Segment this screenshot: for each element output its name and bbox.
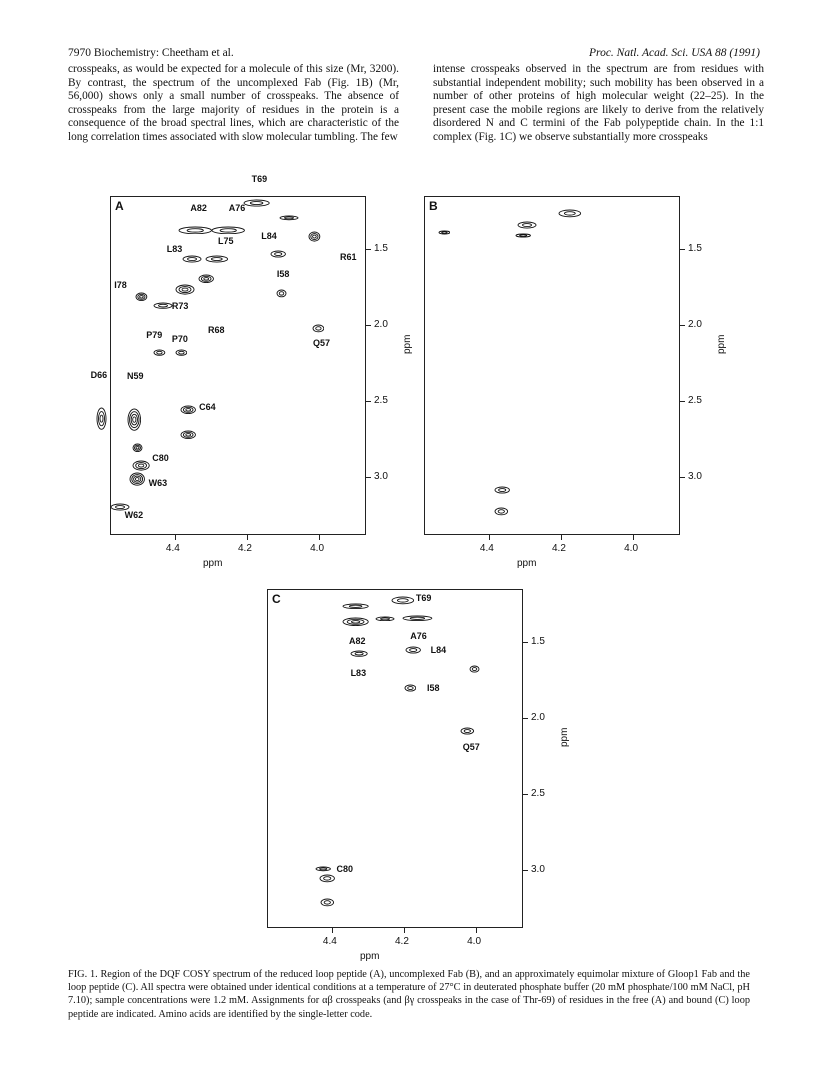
crosspeak-c-a82 — [342, 617, 369, 627]
residue-label-a-l84: L84 — [261, 231, 277, 242]
x-tick-label-b: 4.4 — [479, 543, 494, 554]
crosspeak-a-unassigned-1 — [279, 215, 299, 221]
residue-label-a-c64: C64 — [199, 402, 216, 413]
residue-label-a-a76: A76 — [228, 203, 246, 213]
crosspeak-b-unassigned-5 — [494, 507, 509, 516]
crosspeak-a-l84 — [270, 250, 286, 258]
crosspeak-c-unassigned-0 — [342, 603, 369, 610]
residue-label-a-q57: Q57 — [312, 337, 330, 348]
y-tick-c — [523, 718, 528, 719]
crosspeak-b-unassigned-2 — [438, 230, 451, 235]
x-tick-label-a: 4.0 — [310, 543, 325, 554]
residue-label-c-l84: L84 — [430, 645, 447, 656]
crosspeak-a-t69 — [243, 199, 270, 207]
y-tick-c — [523, 642, 528, 643]
residue-label-c-l83: L83 — [350, 668, 367, 679]
residue-label-a-l83: L83 — [166, 243, 183, 254]
residue-label-a-n59: N59 — [127, 371, 144, 382]
y-tick-label-c: 2.0 — [531, 712, 545, 724]
crosspeak-a-c64 — [180, 405, 196, 415]
x-axis-label-c: ppm — [359, 951, 380, 962]
residue-label-a-r61: R61 — [340, 252, 357, 262]
y-tick-b — [680, 325, 685, 326]
y-tick-b — [680, 401, 685, 402]
residue-label-a-a82: A82 — [190, 203, 207, 213]
running-header-right: Proc. Natl. Acad. Sci. USA 88 (1991) — [589, 47, 760, 59]
x-tick-c — [404, 928, 405, 933]
crosspeak-a-unassigned-10 — [175, 284, 195, 295]
crosspeak-c-l83 — [350, 650, 368, 657]
crosspeak-c-unassigned-12 — [320, 898, 335, 907]
x-tick-label-b: 4.2 — [552, 543, 566, 554]
x-tick-label-a: 4.2 — [238, 543, 252, 554]
crosspeak-a-w63 — [129, 472, 145, 486]
residue-label-a-p70: P70 — [171, 334, 188, 345]
x-axis-label-a: ppm — [202, 558, 223, 569]
x-tick-label-c: 4.2 — [395, 936, 409, 947]
spectrum-panel-b — [424, 196, 680, 535]
running-header-left: 7970 Biochemistry: Cheetham et al. — [68, 47, 234, 59]
y-tick-a — [366, 249, 371, 250]
residue-label-a-i58: I58 — [276, 268, 290, 279]
crosspeak-c-unassigned-7 — [469, 665, 480, 673]
y-axis-label-c: ppm — [559, 727, 570, 748]
residue-label-a-p79: P79 — [146, 330, 163, 341]
y-tick-label-b: 2.5 — [688, 395, 702, 407]
crosspeak-a-p79 — [153, 349, 166, 356]
y-tick-label-a: 2.5 — [374, 395, 388, 407]
residue-label-a-w63: W63 — [148, 478, 168, 489]
crosspeak-a-c80 — [132, 460, 150, 471]
crosspeak-a-a76 — [211, 226, 245, 235]
y-tick-b — [680, 249, 685, 250]
residue-label-a-d66: D66 — [90, 369, 108, 380]
crosspeak-a-l75 — [205, 255, 229, 263]
x-tick-a — [319, 535, 320, 540]
y-tick-b — [680, 477, 685, 478]
x-tick-label-c: 4.0 — [467, 936, 482, 947]
crosspeak-a-unassigned-4 — [308, 231, 321, 242]
x-tick-label-c: 4.4 — [322, 936, 337, 947]
residue-label-c-t69: T69 — [415, 593, 432, 604]
residue-label-a-l75: L75 — [217, 235, 234, 246]
y-tick-a — [366, 401, 371, 402]
y-tick-label-a: 1.5 — [374, 243, 388, 255]
residue-label-c-a76: A76 — [410, 631, 427, 642]
residue-label-a-t69: T69 — [251, 173, 268, 184]
crosspeak-c-unassigned-11 — [319, 874, 335, 883]
y-tick-label-a: 2.0 — [374, 319, 388, 331]
body-text-left-column: crosspeaks, as would be expected for a molecule of this size (Mr, 3200). By contrast, the spectrum of the uncomplexed Fab (Fig. 1B) (Mr, 56,000) shows only a small number of crosspeaks. The absence of crosspeaks from the large majority of residues in the protein is a consequence of the broad spectral lines, which are characteristic of the long correlation times associated with slow molecular tumbling. The few — [68, 63, 399, 143]
x-tick-b — [633, 535, 634, 540]
x-tick-b — [561, 535, 562, 540]
crosspeak-a-i78 — [135, 292, 148, 302]
y-tick-label-b: 1.5 — [688, 243, 702, 255]
crosspeak-a-unassigned-18 — [132, 443, 143, 453]
crosspeak-a-r73 — [153, 302, 173, 309]
crosspeak-a-l83 — [182, 255, 202, 263]
y-tick-label-a: 3.0 — [374, 471, 388, 483]
residue-label-c-a82: A82 — [348, 636, 366, 647]
residue-label-c-q57: Q57 — [462, 741, 480, 752]
x-tick-b — [489, 535, 490, 540]
crosspeak-a-a82 — [178, 226, 212, 235]
crosspeak-c-unassigned-3 — [375, 616, 395, 622]
x-tick-a — [247, 535, 248, 540]
crosspeak-a-q57 — [312, 324, 325, 333]
crosspeak-a-n59 — [127, 408, 142, 431]
residue-label-c-i58: I58 — [427, 683, 440, 694]
residue-label-c-c80: C80 — [336, 864, 354, 875]
spectrum-panel-c — [267, 589, 523, 928]
y-axis-label-b: ppm — [716, 334, 727, 355]
y-tick-label-b: 3.0 — [688, 471, 702, 483]
panel-label-b: B — [429, 199, 438, 213]
body-text-right-column: intense crosspeaks observed in the spectrum are from residues with substantial independent mobility; such mobility has been observed in a number of other proteins of high molecular weight (22–25). In the present case the mobile regions are likely to derive from the relatively disordered N and C termini of the Fab polypeptide chain. In the 1:1 complex (Fig. 1C) we observe substantially more crosspeaks — [433, 63, 764, 143]
residue-label-a-r68: R68 — [208, 325, 225, 335]
y-tick-label-c: 3.0 — [531, 864, 545, 876]
residue-label-a-i78: I78 — [114, 279, 127, 290]
y-tick-c — [523, 794, 528, 795]
y-tick-a — [366, 325, 371, 326]
y-axis-label-a: ppm — [402, 334, 413, 355]
residue-label-a-r73: R73 — [171, 301, 189, 311]
crosspeak-b-unassigned-1 — [517, 221, 537, 229]
y-tick-label-b: 2.0 — [688, 319, 702, 331]
figure-caption: FIG. 1. Region of the DQF COSY spectrum of the reduced loop peptide (A), uncomplexed Fab (B), and an approximately equimolar mixture of Gloop1 Fab and the loop peptide (C). All spectra were obtained under identical conditions at a temperature of 27°C in deuterated phosphate buffer (20 mM phosphate/100 mM NaCl, pH 7.10); sample concentrations were 1.2 mM. Assignments for αβ crosspeaks (and βγ crosspeaks in the case of Thr-69) of residues in the free (A) and bound (C) loop peptide are indicated. Amino acids are identified by the single-letter code. — [68, 969, 750, 1020]
residue-label-a-c80: C80 — [152, 452, 169, 463]
crosspeak-c-a76 — [402, 615, 433, 622]
crosspeak-c-q57 — [460, 727, 475, 735]
crosspeak-b-unassigned-0 — [558, 209, 582, 218]
spectrum-panel-a — [90, 173, 366, 535]
y-tick-label-c: 2.5 — [531, 788, 545, 800]
residue-label-a-w62: W62 — [124, 509, 144, 520]
x-tick-label-b: 4.0 — [624, 543, 639, 554]
x-tick-c — [476, 928, 477, 933]
crosspeak-c-c80 — [315, 866, 331, 872]
crosspeak-a-i58 — [276, 289, 287, 298]
crosspeak-b-unassigned-4 — [494, 486, 510, 494]
crosspeak-a-unassigned-8 — [198, 274, 214, 284]
panel-label-a: A — [115, 199, 124, 213]
crosspeak-a-unassigned-20 — [180, 430, 196, 440]
x-tick-label-a: 4.4 — [165, 543, 180, 554]
x-tick-c — [332, 928, 333, 933]
crosspeak-a-p70 — [175, 349, 188, 356]
y-tick-c — [523, 870, 528, 871]
crosspeak-a-d66 — [96, 407, 107, 430]
y-tick-label-c: 1.5 — [531, 636, 545, 648]
crosspeak-c-l84 — [405, 646, 421, 654]
crosspeak-b-unassigned-3 — [515, 233, 531, 238]
x-tick-a — [175, 535, 176, 540]
y-tick-a — [366, 477, 371, 478]
x-axis-label-b: ppm — [516, 558, 537, 569]
crosspeak-c-i58 — [404, 684, 417, 692]
crosspeak-c-t69 — [391, 596, 415, 605]
panel-label-c: C — [272, 592, 281, 606]
